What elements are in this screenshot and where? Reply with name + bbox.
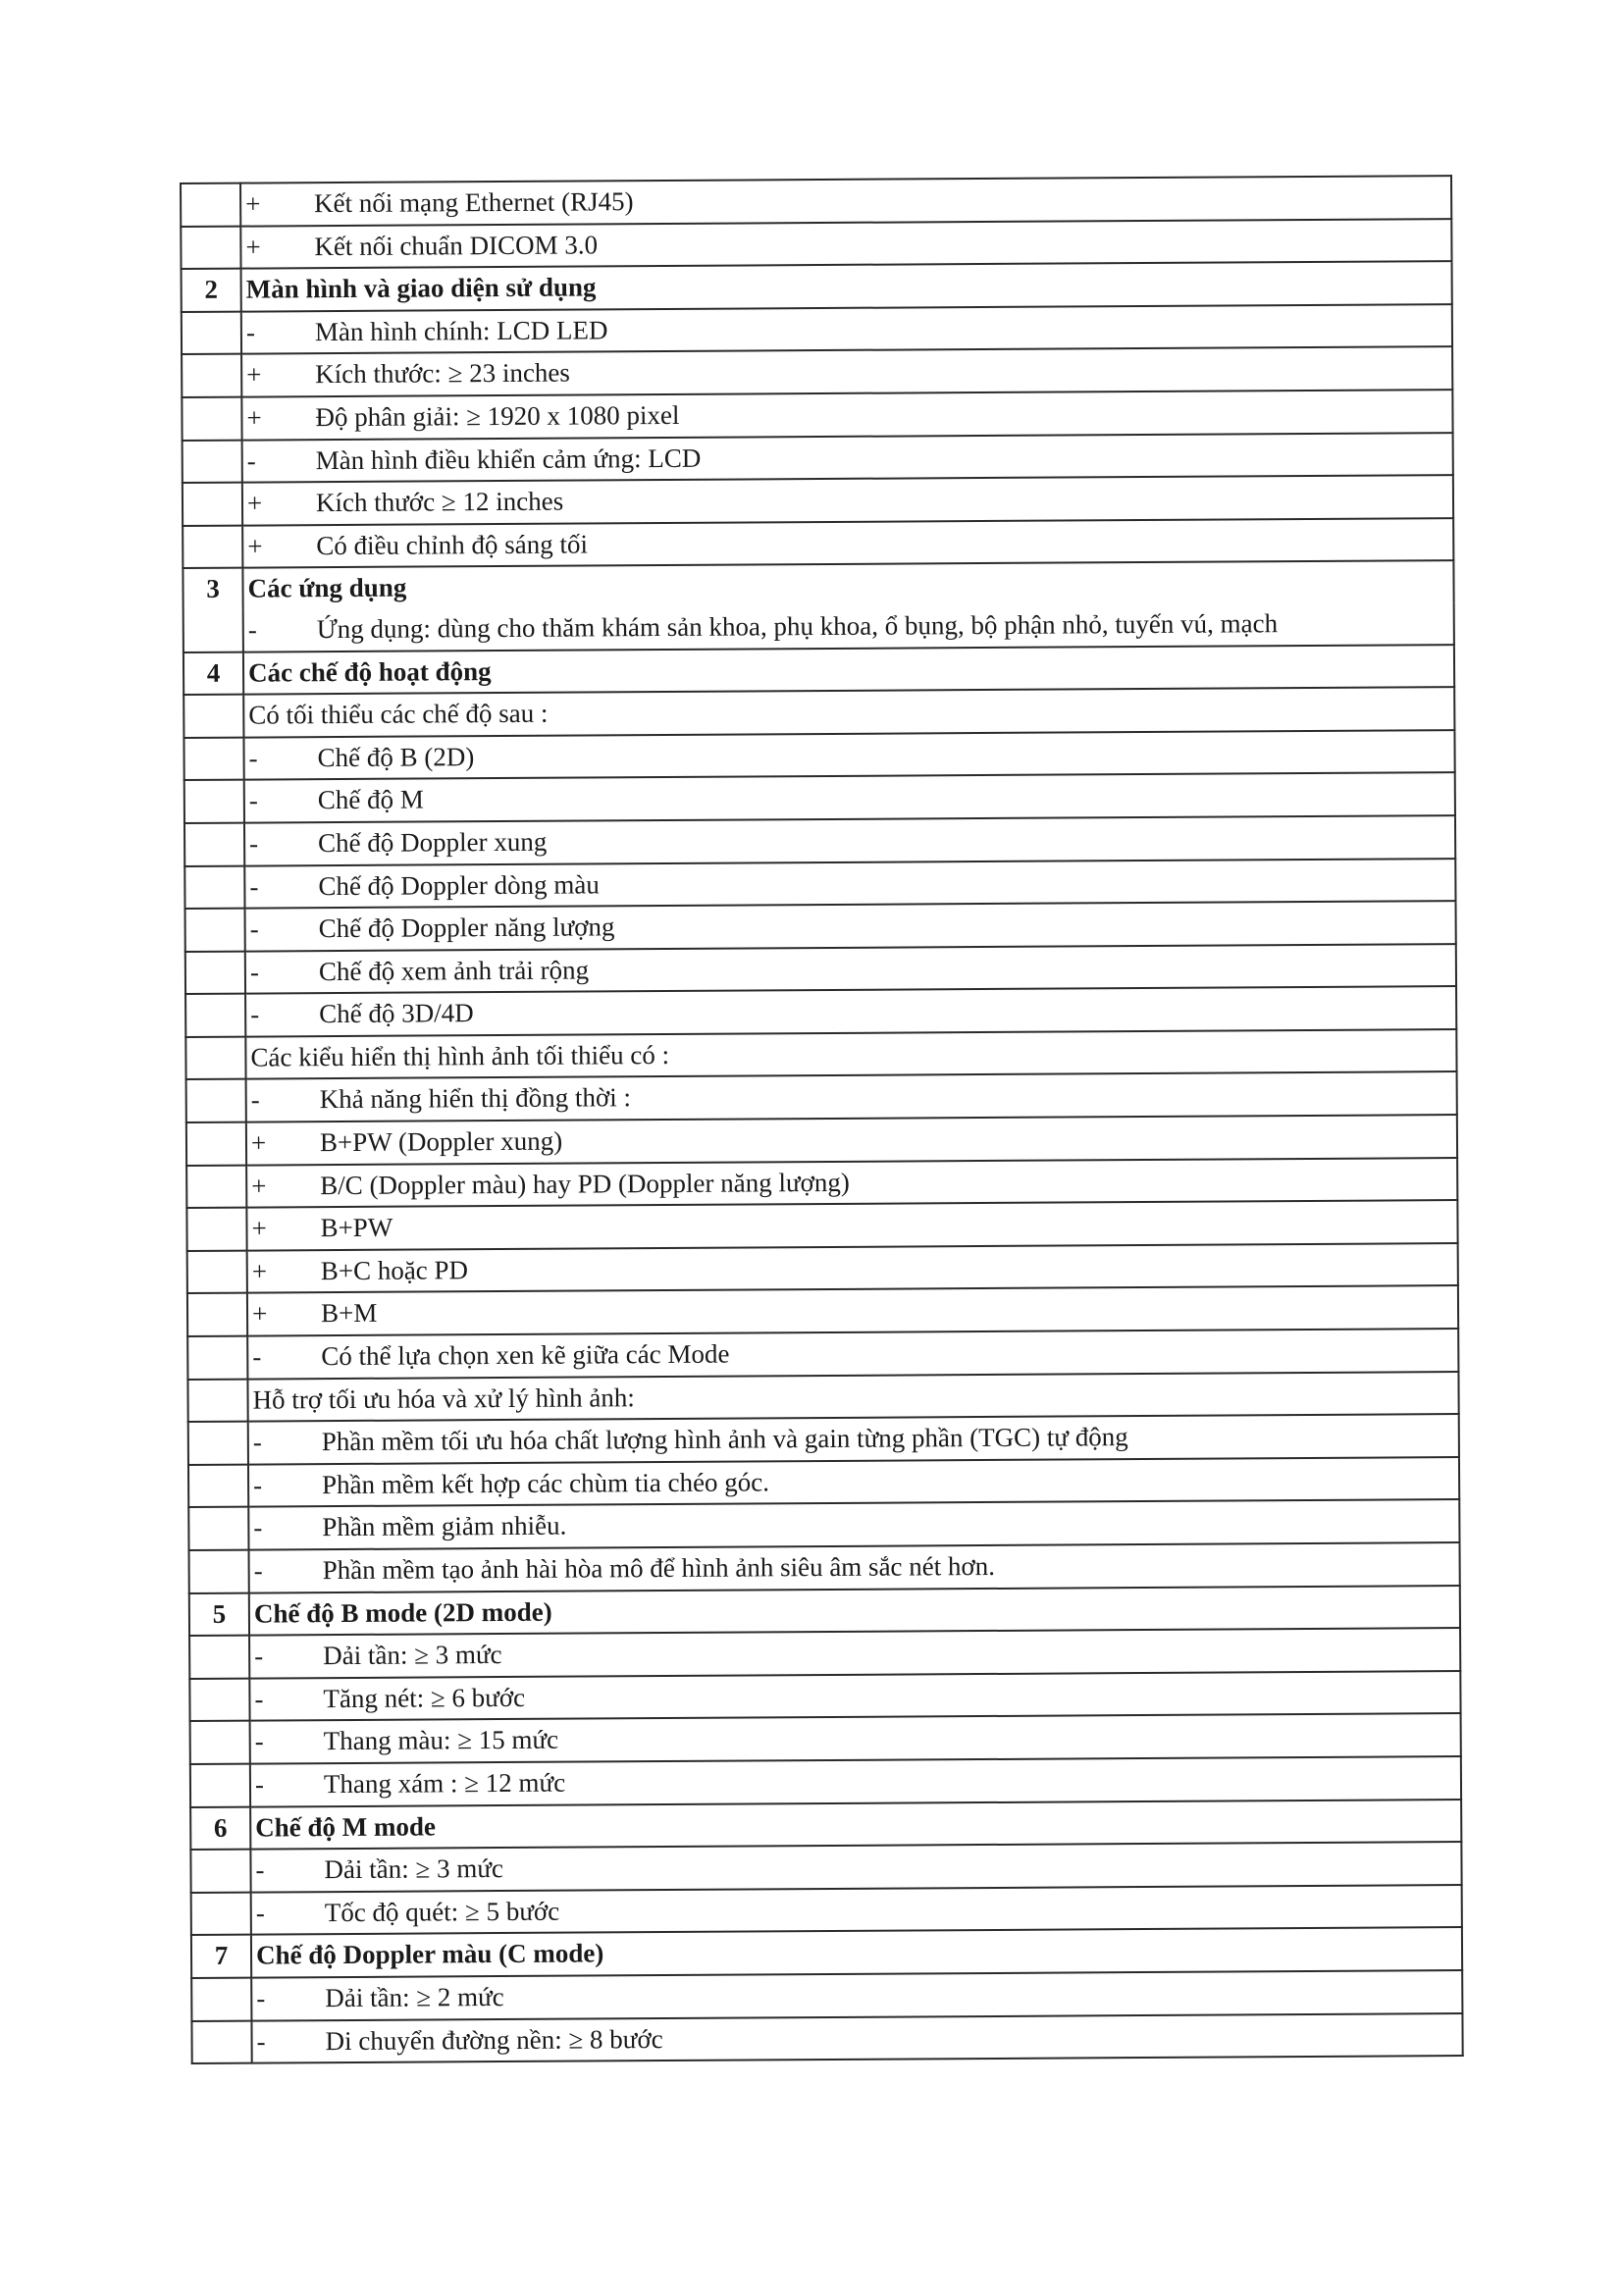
section-heading-row xyxy=(189,1586,1460,1637)
row-number-cell xyxy=(189,1636,249,1679)
dash-bullet: - xyxy=(246,445,256,476)
row-content-cell xyxy=(249,1671,1460,1721)
table-row xyxy=(187,1329,1458,1380)
dash-bullet: - xyxy=(247,614,257,645)
table-row xyxy=(184,772,1455,823)
row-content-cell xyxy=(249,1542,1460,1592)
row-text: Hỗ trợ tối ưu hóa và xử lý hình ảnh: xyxy=(252,1382,635,1415)
spec-table-body xyxy=(181,176,1463,2063)
row-text: Có điều chỉnh độ sáng tối xyxy=(316,529,589,560)
dash-bullet: - xyxy=(254,1769,265,1800)
row-number-cell xyxy=(187,1250,247,1293)
row-content-cell xyxy=(246,1072,1457,1122)
dash-bullet: - xyxy=(245,317,256,347)
dash-bullet: - xyxy=(253,1470,263,1500)
row-text: Màn hình chính: LCD LED xyxy=(314,315,608,346)
row-content-cell xyxy=(240,176,1451,226)
row-number-cell xyxy=(188,1507,248,1550)
row-number-cell xyxy=(186,1165,246,1208)
row-number-cell xyxy=(188,1464,248,1507)
row-text: Khả năng hiển thị đồng thời : xyxy=(319,1082,632,1115)
row-content-cell xyxy=(250,1842,1461,1892)
row-number-cell xyxy=(187,1379,247,1422)
row-number-cell xyxy=(187,1336,247,1380)
table-row xyxy=(182,390,1452,441)
row-content-cell xyxy=(251,2013,1462,2063)
row-text: Thang màu: ≥ 15 mức xyxy=(323,1725,559,1756)
row-number-cell xyxy=(186,1122,246,1166)
row-content-cell xyxy=(243,645,1454,695)
plus-bullet: + xyxy=(245,188,261,219)
section-title: Chế độ Doppler màu (C mode) xyxy=(255,1938,604,1970)
row-number-cell xyxy=(190,1721,250,1764)
row-text: Chế độ 3D/4D xyxy=(319,998,474,1029)
table-row xyxy=(182,304,1452,355)
row-content-cell xyxy=(251,1970,1462,2020)
section-title: Các chế độ hoạt động xyxy=(247,655,492,688)
plus-bullet: + xyxy=(245,232,261,262)
row-text: Độ phân giải: ≥ 1920 x 1080 pixel xyxy=(315,399,680,433)
row-number-cell xyxy=(186,1208,246,1251)
row-content-cell xyxy=(244,859,1455,909)
row-number-cell xyxy=(182,397,241,441)
table-row xyxy=(187,1372,1458,1423)
row-number-cell xyxy=(191,1892,251,1935)
row-text: Chế độ Doppler năng lượng xyxy=(318,912,615,944)
row-content-cell xyxy=(245,901,1456,951)
table-row xyxy=(187,1243,1458,1294)
row-number-cell: 2 xyxy=(182,269,241,312)
row-content-cell xyxy=(247,1372,1458,1422)
row-content-cell xyxy=(242,475,1453,525)
table-row xyxy=(189,1671,1460,1722)
dash-bullet: - xyxy=(256,1983,266,2013)
row-content-cell xyxy=(249,1628,1460,1678)
row-content-cell xyxy=(248,1457,1459,1507)
row-content-cell xyxy=(250,1756,1461,1806)
row-text: Chế độ Doppler xung xyxy=(318,826,548,859)
table-row xyxy=(186,1115,1457,1166)
plus-bullet: + xyxy=(246,359,262,390)
row-content-cell xyxy=(242,433,1453,483)
table-row xyxy=(184,859,1455,910)
spec-table xyxy=(180,175,1464,2064)
row-content-cell xyxy=(246,1115,1457,1165)
row-content-cell xyxy=(249,1586,1460,1636)
row-number-cell: 3 xyxy=(183,568,243,652)
row-text: Tốc độ quét: ≥ 5 bước xyxy=(324,1896,560,1927)
row-number-cell xyxy=(181,183,240,227)
table-row xyxy=(183,687,1454,738)
row-number-cell xyxy=(185,909,245,952)
row-number-cell xyxy=(183,440,242,483)
row-content-cell xyxy=(243,687,1454,737)
dash-bullet: - xyxy=(255,1854,265,1885)
row-text: Màn hình điều khiển cảm ứng: LCD xyxy=(315,443,702,475)
row-number-cell: 5 xyxy=(189,1592,249,1636)
spec-sheet xyxy=(180,175,1464,2064)
table-row xyxy=(184,815,1455,866)
plus-bullet: + xyxy=(251,1298,268,1330)
section-heading-row xyxy=(191,1927,1462,1978)
plus-bullet: + xyxy=(247,531,263,561)
row-number-cell xyxy=(183,737,243,780)
row-text: Dải tần: ≥ 3 mức xyxy=(324,1853,504,1885)
table-row xyxy=(183,475,1453,526)
section-title: Chế độ B mode (2D mode) xyxy=(253,1596,552,1629)
table-row xyxy=(182,346,1452,397)
table-row xyxy=(189,1542,1460,1593)
section-title: Chế độ M mode xyxy=(255,1810,437,1843)
row-text: Chế độ M xyxy=(317,784,424,815)
dash-bullet: - xyxy=(250,999,260,1029)
table-row xyxy=(183,730,1454,781)
row-content-cell xyxy=(247,1285,1458,1335)
plus-bullet: + xyxy=(251,1171,267,1201)
dash-bullet: - xyxy=(253,1555,263,1586)
dash-bullet: - xyxy=(248,785,258,815)
row-number-cell: 6 xyxy=(190,1806,250,1850)
row-number-cell xyxy=(186,1079,246,1122)
dash-bullet: - xyxy=(249,913,259,944)
row-text: Kết nối chuẩn DICOM 3.0 xyxy=(314,229,599,261)
row-text: Tăng nét: ≥ 6 bước xyxy=(323,1682,526,1713)
row-content-cell xyxy=(242,560,1453,609)
plus-bullet: + xyxy=(251,1256,268,1286)
table-row xyxy=(189,1628,1460,1679)
plus-bullet: + xyxy=(246,402,262,433)
row-content-cell xyxy=(244,772,1455,822)
row-content-cell xyxy=(250,1800,1461,1850)
section-heading-row xyxy=(183,645,1454,696)
dash-bullet: - xyxy=(254,1641,264,1671)
row-text: Ứng dụng: dùng cho thăm khám sản khoa, phụ khoa, ổ bụng, bộ phận nhỏ, tuyến vú, mạch xyxy=(316,608,1279,645)
row-text: Dải tần: ≥ 2 mức xyxy=(325,1981,504,2013)
row-number-cell xyxy=(183,695,243,738)
row-text: B+M xyxy=(320,1298,378,1329)
row-content-cell xyxy=(240,219,1451,269)
row-content-cell xyxy=(245,1029,1456,1079)
dash-bullet: - xyxy=(252,1341,262,1372)
row-content-cell xyxy=(248,1499,1459,1549)
row-text: B+PW xyxy=(320,1212,393,1243)
row-number-cell xyxy=(185,1036,245,1079)
section-title: Màn hình và giao diện sử dụng xyxy=(245,272,597,304)
row-content-cell xyxy=(243,730,1454,780)
dash-bullet: - xyxy=(256,2026,266,2057)
table-row xyxy=(191,1970,1462,2021)
row-content-cell xyxy=(247,1329,1458,1379)
row-text: Di chuyển đường nền: ≥ 8 bước xyxy=(325,2023,663,2056)
table-row xyxy=(183,518,1453,569)
row-content-cell xyxy=(251,1927,1462,1977)
row-number-cell xyxy=(182,354,241,397)
row-text: Phần mềm tạo ảnh hài hòa mô để hình ảnh siêu âm sắc nét hơn. xyxy=(322,1550,996,1586)
dash-bullet: - xyxy=(249,957,260,987)
dash-bullet: - xyxy=(254,1684,264,1714)
row-text: Kích thước ≥ 12 inches xyxy=(315,486,564,518)
row-text: Phần mềm giảm nhiễu. xyxy=(322,1511,567,1542)
row-number-cell xyxy=(190,1764,250,1807)
dash-bullet: - xyxy=(255,1898,265,1928)
row-number-cell xyxy=(183,525,242,568)
row-text: Phần mềm tối ưu hóa chất lượng hình ảnh và gain từng phần (TGC) tự động xyxy=(321,1422,1128,1457)
row-number-cell xyxy=(184,823,244,866)
table-row xyxy=(186,1158,1457,1209)
row-text: Chế độ xem ảnh trải rộng xyxy=(318,955,590,986)
row-content-cell xyxy=(246,1158,1457,1208)
row-content-cell xyxy=(242,518,1453,568)
row-content-cell xyxy=(241,390,1452,440)
table-row xyxy=(188,1414,1459,1465)
dash-bullet: - xyxy=(249,871,259,902)
row-content-cell xyxy=(241,304,1452,354)
table-row xyxy=(186,1200,1457,1251)
row-text: Kích thước: ≥ 23 inches xyxy=(315,357,570,390)
row-content-cell xyxy=(246,1200,1457,1250)
row-text: Có tối thiểu các chế độ sau : xyxy=(248,698,549,730)
plus-bullet: + xyxy=(250,1127,267,1158)
row-number-cell xyxy=(187,1293,247,1336)
row-number-cell xyxy=(188,1422,248,1465)
row-number-cell xyxy=(185,951,245,994)
row-text: Có thể lựa chọn xen kẽ giữa các Mode xyxy=(321,1338,730,1372)
row-number-cell xyxy=(183,483,242,526)
row-content-cell xyxy=(241,346,1452,396)
dash-bullet: - xyxy=(254,1726,264,1756)
row-content-cell xyxy=(245,944,1456,994)
table-row xyxy=(188,1499,1459,1550)
row-content-cell xyxy=(241,261,1452,311)
row-number-cell xyxy=(185,994,245,1037)
row-text: Dải tần: ≥ 3 mức xyxy=(323,1640,502,1671)
row-text: Chế độ Doppler dòng màu xyxy=(318,868,600,901)
plus-bullet: + xyxy=(246,488,263,518)
dash-bullet: - xyxy=(249,828,259,859)
dash-bullet: - xyxy=(250,1084,260,1116)
row-number-cell xyxy=(190,1850,250,1893)
row-content-cell xyxy=(245,986,1456,1036)
dash-bullet: - xyxy=(248,743,258,773)
row-content-cell xyxy=(248,1414,1459,1464)
section-title: Các ứng dụng xyxy=(247,572,407,603)
table-row xyxy=(187,1285,1458,1336)
row-number-cell: 7 xyxy=(191,1935,251,1978)
table-row xyxy=(188,1457,1459,1508)
row-content-cell xyxy=(243,602,1454,652)
row-number-cell: 4 xyxy=(183,652,243,695)
row-text: Kết nối mạng Ethernet (RJ45) xyxy=(314,186,634,219)
row-content-cell xyxy=(247,1243,1458,1293)
row-text: B/C (Doppler màu) hay PD (Doppler năng lượng) xyxy=(320,1167,850,1200)
row-text: Các kiểu hiển thị hình ảnh tối thiểu có : xyxy=(250,1039,670,1072)
row-number-cell xyxy=(189,1550,249,1593)
row-number-cell xyxy=(182,311,241,354)
row-text: Chế độ B (2D) xyxy=(317,741,475,772)
row-number-cell xyxy=(191,1978,251,2021)
row-content-cell xyxy=(244,815,1455,865)
row-content-cell xyxy=(251,1885,1462,1935)
row-number-cell xyxy=(189,1678,249,1721)
row-content-cell xyxy=(250,1713,1461,1763)
dash-bullet: - xyxy=(252,1427,262,1457)
row-text: B+C hoặc PD xyxy=(320,1255,469,1285)
plus-bullet: + xyxy=(251,1213,267,1243)
row-text: Phần mềm kết hợp các chùm tia chéo góc. xyxy=(322,1467,770,1499)
row-text: B+PW (Doppler xung) xyxy=(319,1125,563,1158)
row-number-cell xyxy=(191,2020,251,2063)
row-number-cell xyxy=(184,865,244,909)
row-text: Thang xám : ≥ 12 mức xyxy=(323,1767,566,1800)
table-row xyxy=(183,433,1453,484)
table-row xyxy=(191,2013,1462,2064)
row-number-cell xyxy=(181,226,240,269)
row-number-cell xyxy=(184,780,244,823)
dash-bullet: - xyxy=(253,1512,263,1542)
